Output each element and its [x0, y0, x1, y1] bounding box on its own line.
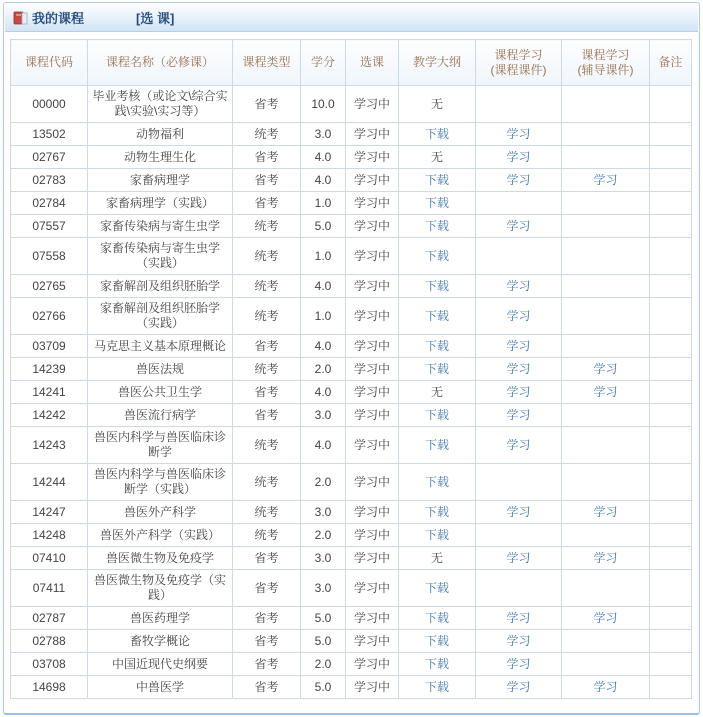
courseware-study-link[interactable]: 学习 [506, 361, 531, 376]
course-code-cell: 14239 [11, 358, 88, 381]
syllabus-cell [399, 464, 476, 501]
syllabus-cell [399, 427, 476, 464]
syllabus-cell [399, 404, 476, 427]
select-status-cell: 学习中 [346, 169, 399, 192]
select-status-cell: 学习中 [346, 404, 399, 427]
course-row [11, 501, 692, 524]
course-code-cell: 02783 [11, 169, 88, 192]
note-cell [650, 169, 692, 192]
note-cell [650, 335, 692, 358]
course-row [11, 146, 692, 169]
tutorware-cell [562, 404, 650, 427]
course-type-cell: 省考 [233, 192, 301, 215]
course-code-cell: 14244 [11, 464, 88, 501]
note-cell [650, 123, 692, 146]
note-cell [650, 146, 692, 169]
note-cell [650, 630, 692, 653]
courseware-study-link[interactable]: 学习 [506, 633, 531, 648]
course-name-cell: 兽医药理学 [88, 607, 233, 630]
credit-cell: 5.0 [301, 215, 346, 238]
courseware-study-link[interactable]: 学习 [506, 610, 531, 625]
courseware-study-link[interactable]: 学习 [506, 338, 531, 353]
course-row [11, 607, 692, 630]
courseware-cell [476, 653, 562, 676]
column-header-type: 课程类型 [233, 40, 301, 86]
course-row [11, 298, 692, 335]
select-status-cell: 学习中 [346, 275, 399, 298]
course-name-cell: 动物福利 [88, 123, 233, 146]
courseware-cell [476, 524, 562, 547]
course-name-cell: 家畜传染病与寄生虫学（实践） [88, 238, 233, 275]
course-type-cell: 统考 [233, 524, 301, 547]
syllabus-cell: 无 [399, 86, 476, 123]
course-type-cell: 省考 [233, 653, 301, 676]
note-cell [650, 238, 692, 275]
syllabus-cell [399, 630, 476, 653]
courseware-cell [476, 676, 562, 699]
syllabus-download-link[interactable]: 下载 [424, 195, 449, 210]
course-name-cell: 兽医外产科学 [88, 501, 233, 524]
course-code-cell: 14242 [11, 404, 88, 427]
tutorware-study-link[interactable]: 学习 [593, 610, 618, 625]
syllabus-download-link[interactable]: 下载 [424, 308, 449, 323]
syllabus-cell [399, 335, 476, 358]
credit-cell: 2.0 [301, 358, 346, 381]
my-courses-panel [3, 2, 700, 715]
note-cell [650, 86, 692, 123]
note-cell [650, 192, 692, 215]
course-name-cell: 畜牧学概论 [88, 630, 233, 653]
course-name-cell: 兽医内科学与兽医临床诊断学（实践） [88, 464, 233, 501]
tutorware-cell [562, 630, 650, 653]
courseware-cell [476, 570, 562, 607]
courseware-cell [476, 192, 562, 215]
tutorware-cell [562, 238, 650, 275]
course-name-cell: 家畜解剖及组织胚胎学 [88, 275, 233, 298]
course-name-cell: 兽医法规 [88, 358, 233, 381]
course-row [11, 169, 692, 192]
syllabus-download-link[interactable]: 下载 [424, 580, 449, 595]
course-select-link[interactable]: [选 课] [136, 11, 175, 26]
courseware-cell [476, 404, 562, 427]
syllabus-download-link[interactable]: 下载 [424, 610, 449, 625]
course-type-cell: 统考 [233, 275, 301, 298]
tutorware-cell [562, 192, 650, 215]
course-code-cell: 07410 [11, 547, 88, 570]
tutorware-cell [562, 169, 650, 192]
credit-cell: 4.0 [301, 381, 346, 404]
note-cell [650, 501, 692, 524]
course-code-cell: 02767 [11, 146, 88, 169]
course-type-cell: 统考 [233, 358, 301, 381]
course-code-cell: 14241 [11, 381, 88, 404]
credit-cell: 2.0 [301, 464, 346, 501]
course-code-cell: 14248 [11, 524, 88, 547]
course-type-cell: 省考 [233, 676, 301, 699]
courses-table [10, 39, 692, 699]
tutorware-cell [562, 501, 650, 524]
course-row [11, 335, 692, 358]
panel-title: 我的课程 [32, 11, 85, 26]
course-code-cell: 00000 [11, 86, 88, 123]
course-row [11, 275, 692, 298]
course-name-cell: 家畜传染病与寄生虫学 [88, 215, 233, 238]
tutorware-cell [562, 123, 650, 146]
select-status-cell: 学习中 [346, 464, 399, 501]
course-name-cell: 毕业考核（或论文\综合实践\实验\实习等） [88, 86, 233, 123]
note-cell [650, 358, 692, 381]
tutorware-cell [562, 427, 650, 464]
select-status-cell: 学习中 [346, 427, 399, 464]
courseware-cell [476, 169, 562, 192]
syllabus-cell [399, 238, 476, 275]
course-name-cell: 中国近现代史纲要 [88, 653, 233, 676]
course-type-cell: 统考 [233, 123, 301, 146]
credit-cell: 4.0 [301, 169, 346, 192]
tutorware-cell [562, 524, 650, 547]
course-type-cell: 统考 [233, 464, 301, 501]
syllabus-cell [399, 570, 476, 607]
note-cell [650, 404, 692, 427]
course-row [11, 215, 692, 238]
note-cell [650, 570, 692, 607]
course-code-cell: 02765 [11, 275, 88, 298]
tutorware-study-link[interactable]: 学习 [593, 504, 618, 519]
tutorware-cell [562, 358, 650, 381]
syllabus-cell [399, 358, 476, 381]
course-code-cell: 03708 [11, 653, 88, 676]
courseware-study-link[interactable]: 学习 [506, 679, 531, 694]
courseware-cell [476, 335, 562, 358]
syllabus-cell [399, 192, 476, 215]
select-status-cell: 学习中 [346, 358, 399, 381]
course-name-cell: 兽医内科学与兽医临床诊断学 [88, 427, 233, 464]
syllabus-download-link[interactable]: 下载 [424, 437, 449, 452]
courseware-cell [476, 427, 562, 464]
select-status-cell: 学习中 [346, 547, 399, 570]
courseware-cell [476, 86, 562, 123]
course-code-cell: 02788 [11, 630, 88, 653]
tutorware-cell [562, 676, 650, 699]
course-row [11, 676, 692, 699]
tutorware-cell [562, 381, 650, 404]
select-status-cell: 学习中 [346, 192, 399, 215]
column-header-syllabus: 教学大纲 [399, 40, 476, 86]
select-status-cell: 学习中 [346, 524, 399, 547]
course-type-cell: 省考 [233, 381, 301, 404]
course-code-cell: 07557 [11, 215, 88, 238]
tutorware-cell [562, 298, 650, 335]
column-header-tutorware: 课程学习 (辅导课件) [562, 40, 650, 86]
tutorware-study-link[interactable]: 学习 [593, 679, 618, 694]
tutorware-cell [562, 464, 650, 501]
syllabus-download-link[interactable]: 下载 [424, 248, 449, 263]
course-type-cell: 省考 [233, 146, 301, 169]
course-type-cell: 统考 [233, 238, 301, 275]
syllabus-cell [399, 653, 476, 676]
book-icon [13, 11, 28, 25]
syllabus-cell [399, 123, 476, 146]
syllabus-cell [399, 501, 476, 524]
course-code-cell: 14243 [11, 427, 88, 464]
table-header-row [11, 40, 692, 86]
course-code-cell: 13502 [11, 123, 88, 146]
syllabus-download-link[interactable]: 下载 [424, 474, 449, 489]
select-status-cell: 学习中 [346, 146, 399, 169]
course-code-cell: 02784 [11, 192, 88, 215]
select-status-cell: 学习中 [346, 298, 399, 335]
syllabus-download-link[interactable]: 下载 [424, 218, 449, 233]
note-cell [650, 215, 692, 238]
credit-cell: 1.0 [301, 298, 346, 335]
course-name-cell: 中兽医学 [88, 676, 233, 699]
syllabus-cell [399, 676, 476, 699]
select-status-cell: 学习中 [346, 630, 399, 653]
note-cell [650, 298, 692, 335]
note-cell [650, 676, 692, 699]
tutorware-study-link[interactable]: 学习 [593, 550, 618, 565]
courseware-study-link[interactable]: 学习 [506, 149, 531, 164]
note-cell [650, 547, 692, 570]
courseware-cell [476, 298, 562, 335]
course-type-cell: 统考 [233, 215, 301, 238]
note-cell [650, 275, 692, 298]
syllabus-download-link[interactable]: 下载 [424, 338, 449, 353]
credit-cell: 3.0 [301, 570, 346, 607]
courseware-study-link[interactable]: 学习 [506, 278, 531, 293]
courseware-study-link[interactable]: 学习 [506, 218, 531, 233]
note-cell [650, 607, 692, 630]
credit-cell: 3.0 [301, 123, 346, 146]
tutorware-cell [562, 275, 650, 298]
column-header-name: 课程名称（必修课） [88, 40, 233, 86]
credit-cell: 2.0 [301, 653, 346, 676]
syllabus-cell: 无 [399, 547, 476, 570]
note-cell [650, 524, 692, 547]
syllabus-download-link[interactable]: 下载 [424, 126, 449, 141]
panel-titlebar [5, 4, 698, 32]
tutorware-study-link[interactable]: 学习 [593, 172, 618, 187]
course-row [11, 653, 692, 676]
select-status-cell: 学习中 [346, 653, 399, 676]
courseware-study-link[interactable]: 学习 [506, 437, 531, 452]
course-name-cell: 家畜病理学 [88, 169, 233, 192]
course-name-cell: 兽医流行病学 [88, 404, 233, 427]
select-status-cell: 学习中 [346, 123, 399, 146]
syllabus-download-link[interactable]: 下载 [424, 633, 449, 648]
syllabus-cell [399, 275, 476, 298]
course-type-cell: 省考 [233, 547, 301, 570]
courseware-cell [476, 123, 562, 146]
credit-cell: 3.0 [301, 501, 346, 524]
syllabus-cell [399, 298, 476, 335]
courseware-study-link[interactable]: 学习 [506, 126, 531, 141]
course-name-cell: 兽医外产科学（实践） [88, 524, 233, 547]
select-status-cell: 学习中 [346, 607, 399, 630]
courseware-cell [476, 358, 562, 381]
credit-cell: 5.0 [301, 607, 346, 630]
course-row [11, 381, 692, 404]
course-row [11, 86, 692, 123]
course-name-cell: 马克思主义基本原理概论 [88, 335, 233, 358]
note-cell [650, 464, 692, 501]
course-row [11, 123, 692, 146]
courseware-study-link[interactable]: 学习 [506, 407, 531, 422]
select-status-cell: 学习中 [346, 570, 399, 607]
course-row [11, 358, 692, 381]
courseware-cell [476, 381, 562, 404]
courseware-study-link[interactable]: 学习 [506, 656, 531, 671]
courseware-cell [476, 464, 562, 501]
course-code-cell: 07558 [11, 238, 88, 275]
select-status-cell: 学习中 [346, 86, 399, 123]
courseware-cell [476, 275, 562, 298]
credit-cell: 3.0 [301, 404, 346, 427]
syllabus-download-link[interactable]: 下载 [424, 278, 449, 293]
course-type-cell: 省考 [233, 404, 301, 427]
tutorware-cell [562, 653, 650, 676]
tutorware-cell [562, 335, 650, 358]
credit-cell: 1.0 [301, 238, 346, 275]
credit-cell: 2.0 [301, 524, 346, 547]
course-row [11, 570, 692, 607]
course-type-cell: 省考 [233, 335, 301, 358]
syllabus-cell: 无 [399, 146, 476, 169]
select-status-cell: 学习中 [346, 335, 399, 358]
tutorware-study-link[interactable]: 学习 [593, 384, 618, 399]
course-row [11, 524, 692, 547]
courseware-study-link[interactable]: 学习 [506, 172, 531, 187]
course-code-cell: 02787 [11, 607, 88, 630]
course-row [11, 630, 692, 653]
credit-cell: 5.0 [301, 630, 346, 653]
course-type-cell: 省考 [233, 169, 301, 192]
syllabus-download-link[interactable]: 下载 [424, 527, 449, 542]
credit-cell: 1.0 [301, 192, 346, 215]
course-type-cell: 省考 [233, 570, 301, 607]
tutorware-cell [562, 146, 650, 169]
syllabus-cell: 无 [399, 381, 476, 404]
credit-cell: 10.0 [301, 86, 346, 123]
courseware-cell [476, 501, 562, 524]
courseware-study-link[interactable]: 学习 [506, 550, 531, 565]
courseware-study-link[interactable]: 学习 [506, 384, 531, 399]
course-type-cell: 统考 [233, 427, 301, 464]
column-header-note: 备注 [650, 40, 692, 86]
course-name-cell: 兽医公共卫生学 [88, 381, 233, 404]
courseware-cell [476, 238, 562, 275]
tutorware-cell [562, 86, 650, 123]
course-code-cell: 07411 [11, 570, 88, 607]
credit-cell: 4.0 [301, 335, 346, 358]
course-row [11, 404, 692, 427]
syllabus-download-link[interactable]: 下载 [424, 361, 449, 376]
course-row [11, 238, 692, 275]
credit-cell: 5.0 [301, 676, 346, 699]
column-header-code: 课程代码 [11, 40, 88, 86]
syllabus-download-link[interactable]: 下载 [424, 172, 449, 187]
course-type-cell: 统考 [233, 298, 301, 335]
select-status-cell: 学习中 [346, 381, 399, 404]
courseware-cell [476, 630, 562, 653]
column-header-credit: 学分 [301, 40, 346, 86]
select-status-cell: 学习中 [346, 238, 399, 275]
tutorware-cell [562, 547, 650, 570]
credit-cell: 4.0 [301, 427, 346, 464]
note-cell [650, 381, 692, 404]
course-name-cell: 动物生理生化 [88, 146, 233, 169]
courseware-cell [476, 146, 562, 169]
tutorware-cell [562, 215, 650, 238]
courseware-study-link[interactable]: 学习 [506, 504, 531, 519]
course-name-cell: 家畜病理学（实践） [88, 192, 233, 215]
course-name-cell: 家畜解剖及组织胚胎学（实践） [88, 298, 233, 335]
course-type-cell: 省考 [233, 630, 301, 653]
select-status-cell: 学习中 [346, 676, 399, 699]
column-header-courseware: 课程学习 (课程课件) [476, 40, 562, 86]
syllabus-cell [399, 215, 476, 238]
syllabus-cell [399, 607, 476, 630]
course-row [11, 464, 692, 501]
tutorware-cell [562, 607, 650, 630]
course-name-cell: 兽医微生物及免疫学 [88, 547, 233, 570]
course-name-cell: 兽医微生物及免疫学（实践） [88, 570, 233, 607]
syllabus-download-link[interactable]: 下载 [424, 504, 449, 519]
courseware-cell [476, 547, 562, 570]
credit-cell: 4.0 [301, 275, 346, 298]
course-type-cell: 统考 [233, 501, 301, 524]
credit-cell: 3.0 [301, 547, 346, 570]
course-code-cell: 14247 [11, 501, 88, 524]
syllabus-download-link[interactable]: 下载 [424, 679, 449, 694]
course-code-cell: 02766 [11, 298, 88, 335]
column-header-select: 选课 [346, 40, 399, 86]
course-row [11, 192, 692, 215]
select-status-cell: 学习中 [346, 215, 399, 238]
tutorware-study-link[interactable]: 学习 [593, 361, 618, 376]
syllabus-cell [399, 524, 476, 547]
courseware-cell [476, 215, 562, 238]
syllabus-download-link[interactable]: 下载 [424, 407, 449, 422]
select-status-cell: 学习中 [346, 501, 399, 524]
course-code-cell: 03709 [11, 335, 88, 358]
course-code-cell: 14698 [11, 676, 88, 699]
course-type-cell: 省考 [233, 86, 301, 123]
credit-cell: 4.0 [301, 146, 346, 169]
course-row [11, 547, 692, 570]
courseware-cell [476, 607, 562, 630]
tutorware-cell [562, 570, 650, 607]
course-row [11, 427, 692, 464]
note-cell [650, 427, 692, 464]
syllabus-cell [399, 169, 476, 192]
syllabus-download-link[interactable]: 下载 [424, 656, 449, 671]
note-cell [650, 653, 692, 676]
courseware-study-link[interactable]: 学习 [506, 308, 531, 323]
course-type-cell: 省考 [233, 607, 301, 630]
